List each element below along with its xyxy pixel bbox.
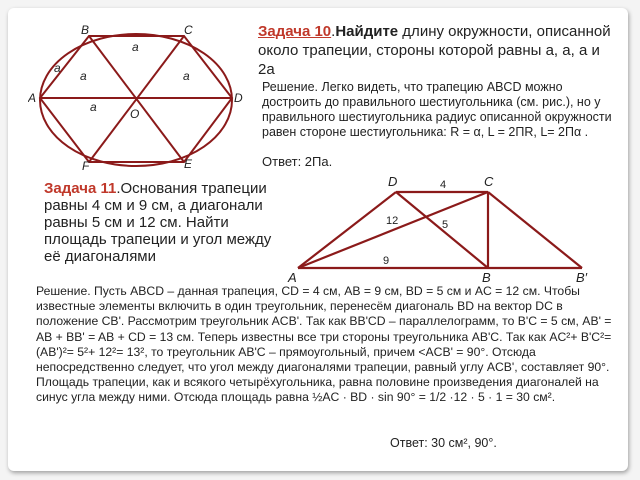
- task11-dot: .: [116, 180, 121, 197]
- hex-side-label: a: [90, 100, 97, 114]
- hex-side-label: a: [183, 69, 190, 83]
- diagonal-ac: [298, 192, 488, 268]
- task11-label: Задача 11: [44, 180, 117, 197]
- hex-side-label: a: [132, 40, 139, 54]
- trap-label-b: B: [482, 270, 491, 284]
- trap-num-top: 4: [440, 179, 447, 191]
- hex-label-f: F: [82, 159, 90, 172]
- side-ad: [298, 192, 399, 268]
- trap-num-diag-bd: 5: [442, 219, 449, 231]
- hex-side-label: a: [80, 69, 87, 83]
- task11-answer: Ответ: 30 см², 90°.: [390, 436, 497, 450]
- task10-heading: [258, 22, 618, 79]
- hex-label-e: E: [184, 157, 193, 171]
- trap-label-b-prime: B′: [576, 270, 588, 284]
- task10-text: длину окружности, описанной около трапеции, стороны которой равны a, a, a и 2a: [258, 23, 611, 78]
- trap-label-d: D: [388, 174, 398, 189]
- hex-side-label: a: [54, 61, 61, 75]
- task11-solution: Решение. Пусть ABCD – данная трапеция, CD = 4 см, AB = 9 см, BD = 5 см и AC = 12 см. Чтобы известные элементы включить в один треугольник, перенесём диагональ BD на вектор DC в положение CB'. Рассмотрим треугольник ACB'. Так как BB'CD – параллелограмм, то B'C = 5 см, AB' = AB + BB' = AB + CD = 13 см. Теперь известны все три стороны треугольника AB'C. Так как AC²+ B'C²= (AB')²= 5²+ 12²= 13², то треугольник AB'C – прямоугольный, причем <ACB' = 90°. Отсюда непосредственно следует, что угол между диагоналями трапеции, равный углу ACB', составляет 90°. Площадь трапеции, как и всякого четырёхугольника, равна половине произведения диагоналей на синус угла между ними. Отсюда площадь равна ½AC · BD · sin 90° = 1/2 ·12 · 5 · 1 = 30 см².: [36, 284, 612, 405]
- task10-answer: Ответ: 2Пa.: [262, 154, 333, 169]
- trap-label-a: A: [288, 270, 297, 284]
- hex-label-d: D: [234, 91, 243, 105]
- trapezoid-figure: [284, 172, 606, 284]
- hex-label-b: B: [81, 23, 90, 37]
- task10-dot: .: [331, 23, 336, 40]
- hex-label-a: A: [28, 91, 37, 105]
- task11-box: [40, 174, 278, 280]
- task10-verb: Найдите: [335, 23, 399, 40]
- task11-text: Основания трапеции равны 4 см и 9 см, а диагонали равны 5 см и 12 см. Найти площадь трапеции и угол между её диагоналями: [44, 180, 272, 265]
- side-cb-prime: [488, 192, 582, 268]
- trap-label-c: C: [484, 174, 494, 189]
- hexagon-figure: [28, 22, 256, 172]
- trap-num-bottom: 9: [383, 255, 390, 267]
- task11-heading: [40, 174, 278, 265]
- task10-label: Задача 10: [258, 23, 332, 40]
- hex-label-o: O: [130, 107, 140, 121]
- trap-num-diag-ac: 12: [386, 215, 399, 227]
- task10-solution: Решение. Легко видеть, что трапецию ABCD можно достроить до правильного шестиугольника (см. рис.), но у правильного шестиугольника радиус описанной окружности равен стороне шестиугольника: R = α, L = 2ПR, L= 2Пα .: [262, 80, 612, 139]
- hex-label-c: C: [184, 23, 193, 37]
